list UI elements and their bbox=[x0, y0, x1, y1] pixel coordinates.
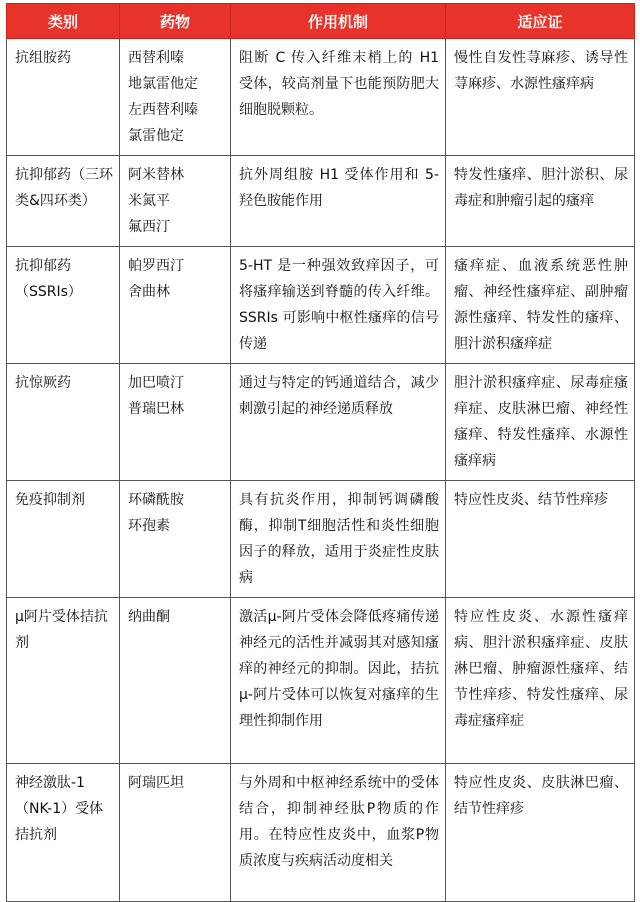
drug-name: 帕罗西汀 bbox=[128, 258, 184, 274]
drug-name: 西替利嗪 bbox=[128, 50, 184, 66]
table-row bbox=[7, 764, 635, 902]
table-row bbox=[7, 598, 635, 764]
drug-name: 地氯雷他定 bbox=[128, 76, 198, 92]
header-drug: 药物 bbox=[120, 4, 231, 39]
mechanism-cell: 5-HT 是一种强效致痒因子，可将瘙痒输送到脊髓的传入纤维。SSRIs 可影响中枢性瘙痒的信号传递 bbox=[231, 247, 446, 364]
drug-name: 米氮平 bbox=[128, 193, 170, 209]
drug-name: 氯雷他定 bbox=[128, 128, 184, 144]
drug-table bbox=[6, 3, 635, 902]
category-cell: μ阿片受体拮抗剂 bbox=[7, 598, 120, 764]
header-row bbox=[7, 4, 635, 39]
table-row bbox=[7, 247, 635, 364]
category-cell: 神经激肽-1（NK-1）受体拮抗剂 bbox=[7, 764, 120, 902]
mechanism-cell: 激活μ-阿片受体会降低疼痛传递神经元的活性并减弱其对感知瘙痒的神经元的抑制。因此，拮抗μ-阿片受体可以恢复对瘙痒的生理性抑制作用 bbox=[231, 598, 446, 764]
table-row bbox=[7, 156, 635, 247]
drug-name: 氟西汀 bbox=[128, 219, 170, 235]
mechanism-cell: 具有抗炎作用，抑制钙调磷酸酶，抑制T细胞活性和炎性细胞因子的释放，适用于炎症性皮肤病 bbox=[231, 481, 446, 598]
drug-name: 纳曲酮 bbox=[128, 609, 170, 625]
drug-cell bbox=[120, 364, 231, 481]
drug-name: 舍曲林 bbox=[128, 284, 170, 300]
drug-cell bbox=[120, 598, 231, 764]
drug-cell bbox=[120, 481, 231, 598]
drug-name: 左西替利嗪 bbox=[128, 102, 198, 118]
category-cell: 抗组胺药 bbox=[7, 39, 120, 156]
drug-cell bbox=[120, 764, 231, 902]
category-cell: 免疫抑制剂 bbox=[7, 481, 120, 598]
indication-cell: 特应性皮炎、水源性瘙痒病、胆汁淤积瘙痒症、皮肤淋巴瘤、肿瘤源性瘙痒、结节性痒疹、特发性瘙痒、尿毒症瘙痒症 bbox=[446, 598, 635, 764]
mechanism-cell: 通过与特定的钙通道结合，减少刺激引起的神经递质释放 bbox=[231, 364, 446, 481]
category-cell: 抗抑郁药（三环类&四环类） bbox=[7, 156, 120, 247]
header-category: 类别 bbox=[7, 4, 120, 39]
drug-name: 环磷酰胺 bbox=[128, 492, 184, 508]
indication-cell: 特应性皮炎、结节性痒疹 bbox=[446, 481, 635, 598]
indication-cell: 胆汁淤积瘙痒症、尿毒症瘙痒症、皮肤淋巴瘤、神经性瘙痒、特发性瘙痒、水源性瘙痒病 bbox=[446, 364, 635, 481]
drug-name: 环孢素 bbox=[128, 518, 170, 534]
header-mechanism: 作用机制 bbox=[231, 4, 446, 39]
drug-name: 普瑞巴林 bbox=[128, 401, 184, 417]
table-row bbox=[7, 364, 635, 481]
category-cell: 抗惊厥药 bbox=[7, 364, 120, 481]
drug-name: 阿瑞匹坦 bbox=[128, 775, 184, 791]
mechanism-cell: 抗外周组胺 H1 受体作用和 5-羟色胺能作用 bbox=[231, 156, 446, 247]
drug-cell bbox=[120, 39, 231, 156]
mechanism-cell: 与外周和中枢神经系统中的受体结合，抑制神经肽P物质的作用。在特应性皮炎中，血浆P物质浓度与疾病活动度相关 bbox=[231, 764, 446, 902]
indication-cell: 瘙痒症、血液系统恶性肿瘤、神经性瘙痒症、副肿瘤源性瘙痒、特发性的瘙痒、胆汁淤积瘙痒症 bbox=[446, 247, 635, 364]
indication-cell: 特发性瘙痒、胆汁淤积、尿毒症和肿瘤引起的瘙痒 bbox=[446, 156, 635, 247]
category-cell: 抗抑郁药（SSRIs） bbox=[7, 247, 120, 364]
drug-cell bbox=[120, 247, 231, 364]
indication-cell: 特应性皮炎、皮肤淋巴瘤、结节性痒疹 bbox=[446, 764, 635, 902]
indication-cell: 慢性自发性荨麻疹、诱导性荨麻疹、水源性瘙痒病 bbox=[446, 39, 635, 156]
mechanism-cell: 阻断 C 传入纤维末梢上的 H1 受体，较高剂量下也能预防肥大细胞脱颗粒。 bbox=[231, 39, 446, 156]
drug-cell bbox=[120, 156, 231, 247]
header-indication: 适应证 bbox=[446, 4, 635, 39]
table-row bbox=[7, 481, 635, 598]
drug-name: 阿米替林 bbox=[128, 167, 184, 183]
drug-name: 加巴喷汀 bbox=[128, 375, 184, 391]
table-row bbox=[7, 39, 635, 156]
